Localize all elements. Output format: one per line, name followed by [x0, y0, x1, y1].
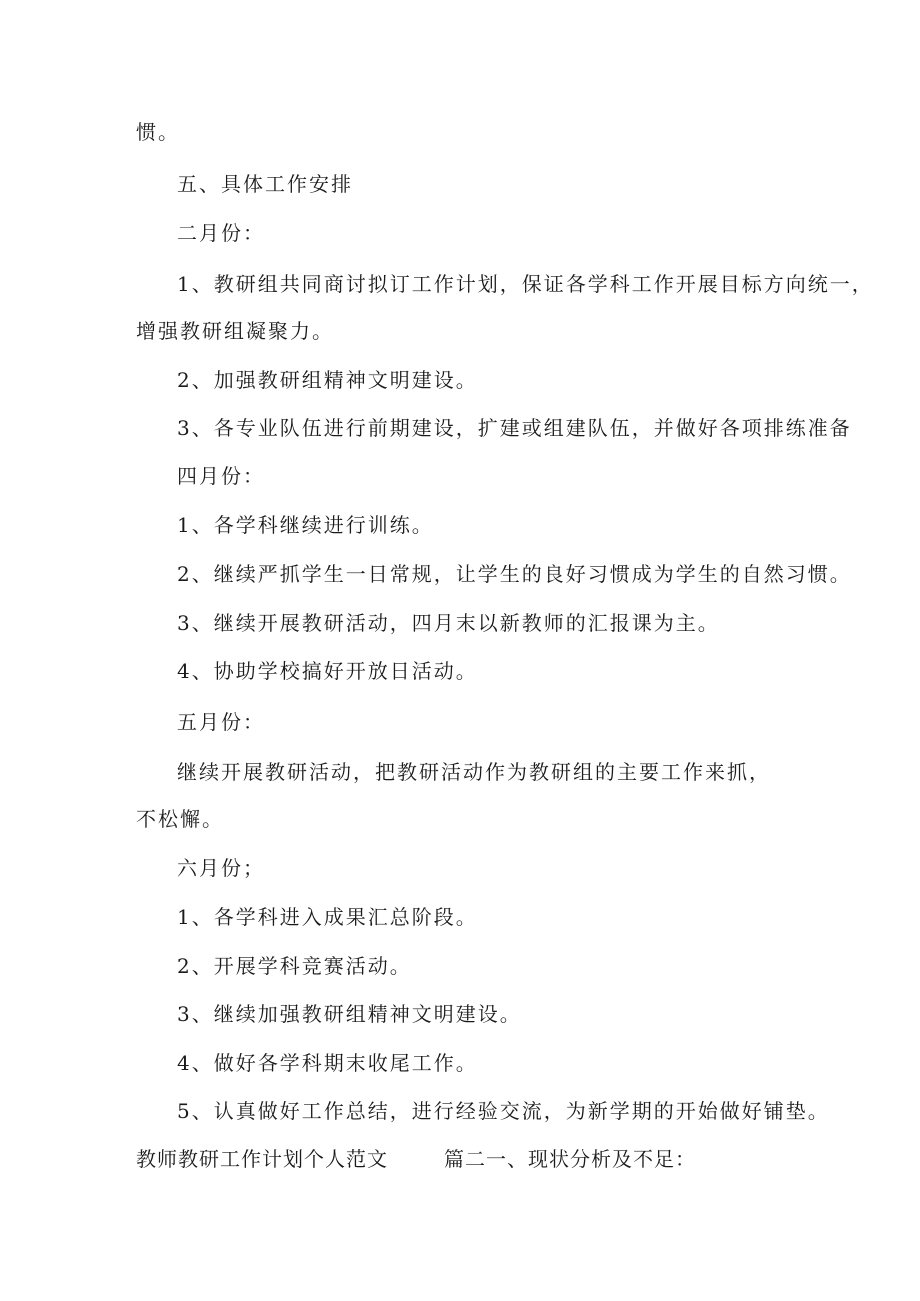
paragraph-line: 1、各学科继续进行训练。 — [177, 513, 434, 537]
paragraph-line: 3、继续加强教研组精神文明建设。 — [177, 1002, 522, 1026]
paragraph-line: 4、做好各学科期末收尾工作。 — [177, 1051, 478, 1075]
paragraph-line: 2、加强教研组精神文明建设。 — [177, 368, 478, 392]
paragraph-line: 3、继续开展教研活动，四月末以新教师的汇报课为主。 — [177, 611, 720, 635]
month-heading-june: 六月份； — [177, 856, 265, 880]
paragraph-line: 1、教研组共同商讨拟订工作计划，保证各学科工作开展目标方向统一， — [177, 272, 874, 296]
section-heading: 五、具体工作安排 — [177, 172, 353, 196]
paragraph-line: 1、各学科进入成果汇总阶段。 — [177, 905, 478, 929]
paragraph-line: 增强教研组凝聚力。 — [136, 319, 334, 343]
paragraph-line: 惯。 — [136, 120, 180, 144]
month-heading-april: 四月份： — [177, 464, 265, 488]
paragraph-line: 2、继续严抓学生一日常规，让学生的良好习惯成为学生的自然习惯。 — [177, 562, 852, 586]
paragraph-line: 4、协助学校搞好开放日活动。 — [177, 659, 478, 683]
paragraph-line: 2、开展学科竞赛活动。 — [177, 954, 412, 978]
paragraph-line: 3、各专业队伍进行前期建设，扩建或组建队伍，并做好各项排练准备 — [177, 416, 852, 440]
month-heading-may: 五月份： — [177, 710, 265, 734]
paragraph-line: 继续开展教研活动，把教研活动作为教研组的主要工作来抓， — [177, 760, 771, 784]
month-heading-february: 二月份： — [177, 221, 265, 245]
next-article-line — [136, 1145, 696, 1173]
next-section-heading: 篇二一、现状分析及不足： — [444, 1147, 696, 1171]
paragraph-line: 不松懈。 — [136, 807, 224, 831]
article-title: 教师教研工作计划个人范文 — [136, 1147, 388, 1171]
paragraph-line: 5、认真做好工作总结，进行经验交流，为新学期的开始做好铺垫。 — [177, 1099, 830, 1123]
